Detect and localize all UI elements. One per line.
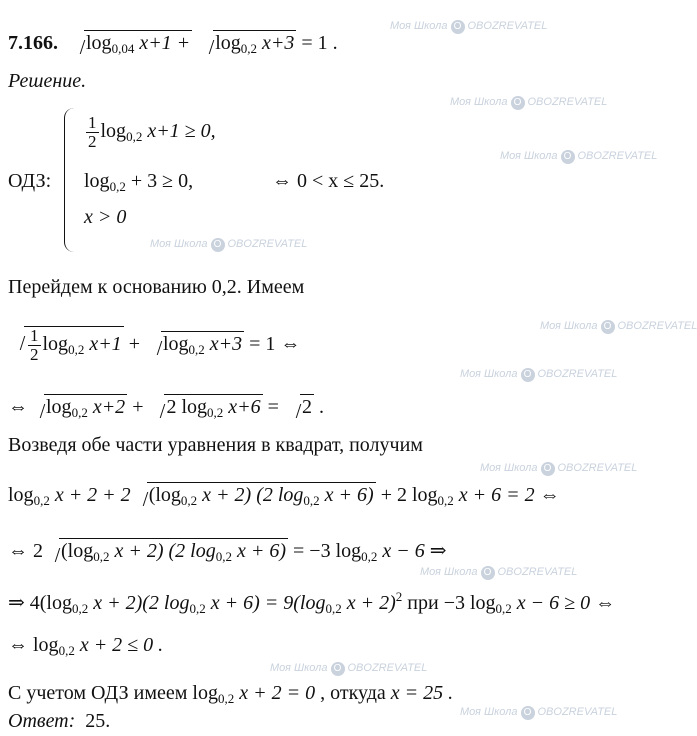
watermark-4: Моя Школа O OBOZREVATEL	[150, 238, 308, 250]
equation-2: ⇔ $\log_{0,2} x+2 + 2$ $\log_{0,2} x+6 = 2$ .	[8, 396, 324, 420]
problem-statement: 7.166. $\log_{0,04} x+1 + \log_{0,2} x+3 = 1$ .	[8, 32, 338, 56]
equation-3: $\log_{0,2} x + 2 + 2$ ($\log_{0,2}$ x + 2) (2 $\log_{0,2} x + 6) + 2$ $\log_{0,2} x + 6 = 2$ ⇔	[8, 484, 560, 508]
text-line-1: Перейдем к основанию 0,2. Имеем	[8, 276, 305, 298]
odz-row-3: x > 0	[84, 206, 127, 228]
obozrevatel-logo-icon: O	[511, 96, 525, 110]
obozrevatel-logo-icon: O	[211, 238, 225, 252]
watermark-7: Моя Школа O OBOZREVATEL	[480, 462, 638, 474]
obozrevatel-logo-icon: O	[521, 368, 535, 382]
radical-1: $\log_{0,04} x+1$ +	[70, 30, 192, 56]
odz-result: ⇔ 0 < x ≤ 25.	[272, 170, 385, 192]
problem-number: 7.166.	[8, 32, 58, 54]
obozrevatel-logo-icon: O	[541, 462, 555, 476]
obozrevatel-logo-icon: O	[451, 20, 465, 34]
watermark-10: Моя Школа O OBOZREVATEL	[460, 706, 618, 718]
system-brace	[64, 108, 79, 252]
watermark-6: Моя Школа O OBOZREVATEL	[460, 368, 618, 380]
watermark-2: Моя Школа O OBOZREVATEL	[450, 96, 608, 108]
equation-5: ⇒ $4(\log_{0,2}$ x + 2)(2 $\log_{0,2} x + 6) = 9(\log_{0,2}$ x + 2)$^2$ при −3 $\log_{0,2} x - 6 \ge 0$ ⇔	[8, 589, 616, 616]
odz-row-1: $\frac{1}{2}$ $\log_{0,2} x+1 \ge 0$,	[88, 113, 216, 151]
equation-1: $\frac{1}{2}$ $\log_{0,2} x+1 + \log_{0,2} x+3 = 1$ ⇔	[8, 326, 300, 364]
obozrevatel-logo-icon: O	[521, 706, 535, 720]
solution-label: Решение.	[8, 70, 87, 92]
odz-row-2: $\log_{0,2} + 3 \ge 0$,	[84, 170, 194, 194]
watermark-8: Моя Школа O OBOZREVATEL	[420, 566, 578, 578]
watermark-1: Моя Школа O OBOZREVATEL	[390, 20, 548, 32]
answer-label: Ответ:	[8, 710, 76, 732]
equation-4: ⇔ 2 ($\log_{0,2}$ x + 2) (2 $\log_{0,2} x + 6) = -3$ $\log_{0,2} x - 6$ ⇒	[8, 540, 447, 564]
equation-6: ⇔ $\log_{0,2} x + 2 \le 0$ .	[8, 634, 164, 658]
radical-2: $\log_{0,2} x+3$	[199, 30, 296, 56]
odz-label: ОДЗ:	[8, 170, 52, 192]
answer-line	[8, 708, 110, 734]
answer-value: 25.	[85, 710, 111, 732]
obozrevatel-logo-icon: O	[561, 150, 575, 164]
watermark-9: Моя Школа O OBOZREVATEL	[270, 662, 428, 674]
obozrevatel-logo-icon: O	[481, 566, 495, 580]
obozrevatel-logo-icon: O	[601, 320, 615, 334]
text-line-2: Возведя обе части уравнения в квадрат, получим	[8, 434, 423, 456]
text-line-3: С учетом ОДЗ имеем $\log_{0,2} x + 2 = 0$ , откуда x = 25 .	[8, 682, 454, 706]
obozrevatel-logo-icon: O	[331, 662, 345, 676]
watermark-3: Моя Школа O OBOZREVATEL	[500, 150, 658, 162]
watermark-5: Моя Школа O OBOZREVATEL	[540, 320, 697, 332]
